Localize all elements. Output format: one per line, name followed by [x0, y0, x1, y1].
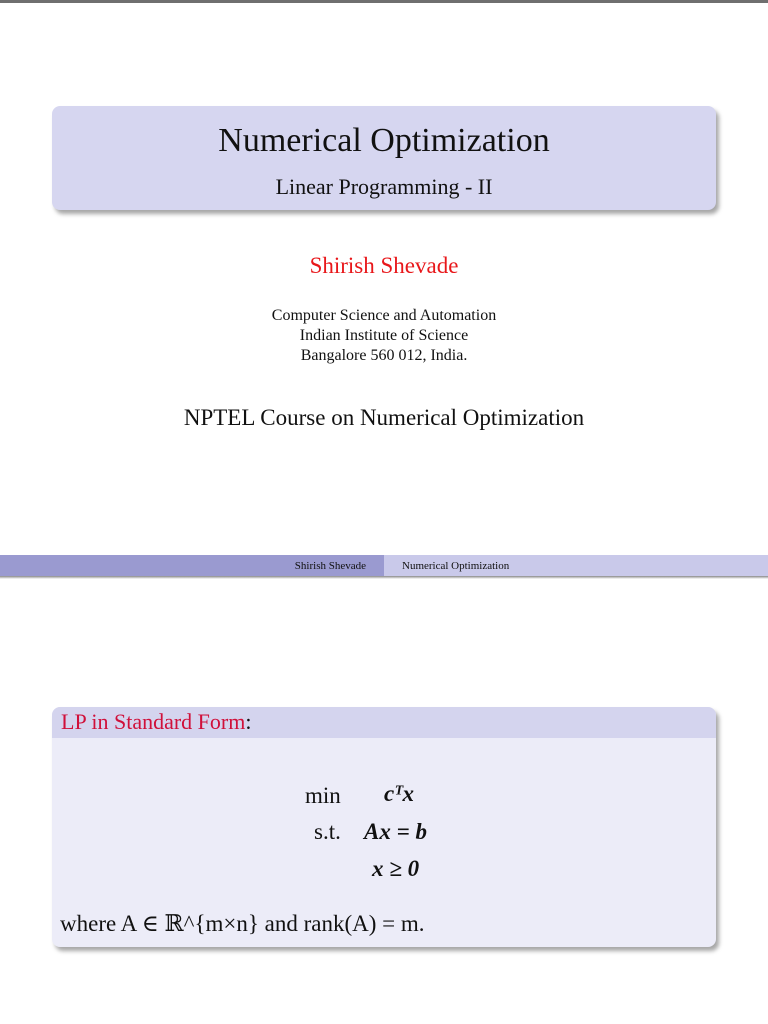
slide-footer	[0, 555, 768, 576]
course-name: NPTEL Course on Numerical Optimization	[183, 405, 585, 430]
title-box	[52, 106, 716, 210]
footer-title: Numerical Optimization	[384, 555, 768, 576]
block-title	[61, 709, 251, 735]
min-label: min	[305, 783, 341, 808]
affiliation-line: Computer Science and Automation	[271, 307, 497, 324]
footer-author: Shirish Shevade	[0, 555, 384, 576]
equality-constraint: Ax = b	[364, 819, 427, 844]
slide-separator	[0, 576, 768, 579]
affiliation-line: Bangalore 560 012, India.	[300, 347, 468, 364]
block-title-colon: :	[245, 709, 252, 734]
nonnegativity-constraint: x ≥ 0	[372, 856, 420, 881]
objective-expression: cᵀx	[384, 781, 415, 806]
block-header	[52, 707, 716, 738]
block-title-text: LP in Standard Form	[61, 709, 246, 734]
where-clause: where A ∈ ℝ^{m×n} and rank(A) = m.	[60, 911, 425, 936]
slide-title: Numerical Optimization	[218, 122, 550, 159]
slide-subtitle: Linear Programming - II	[275, 174, 493, 199]
author-name: Shirish Shevade	[309, 253, 459, 278]
affiliation-line: Indian Institute of Science	[299, 327, 469, 344]
top-rule	[0, 0, 768, 3]
st-label: s.t.	[314, 819, 341, 844]
definition-block	[52, 707, 716, 947]
